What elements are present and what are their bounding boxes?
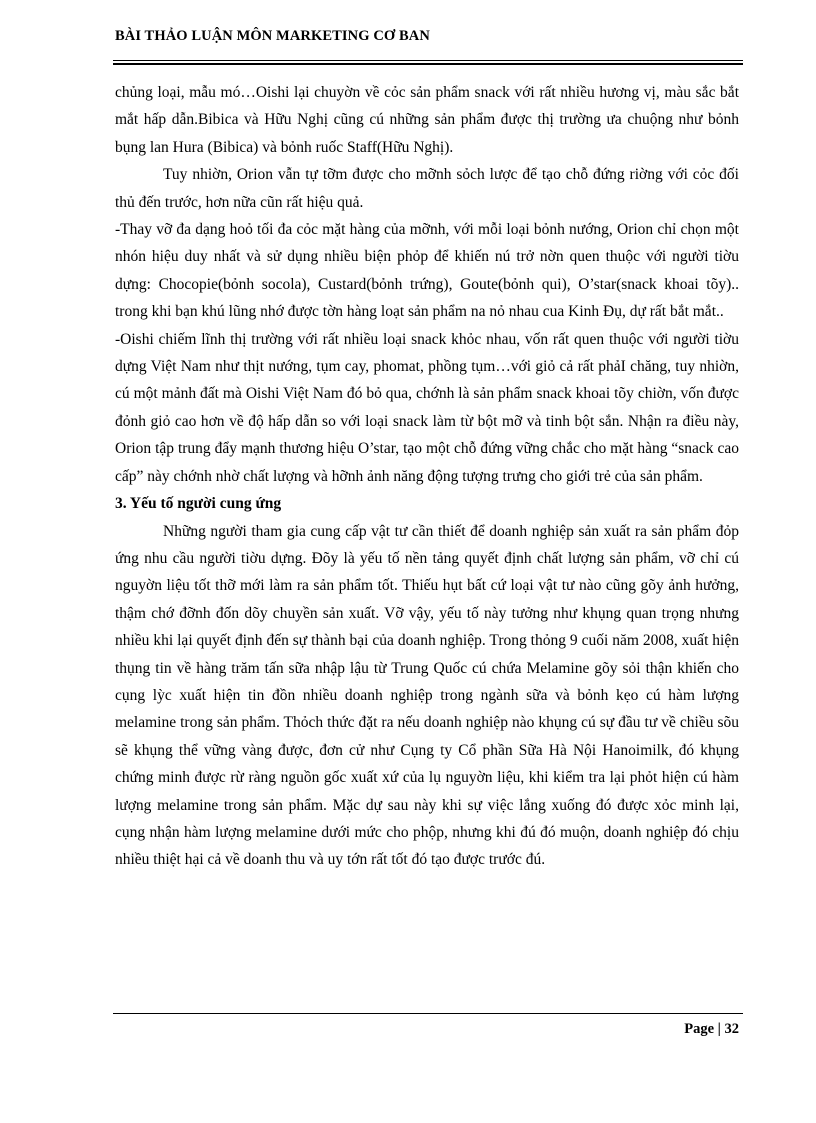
page-number: Page | 32 [684, 1021, 739, 1037]
header-divider-thick [113, 63, 743, 65]
section-heading: 3. Yếu tố người cung ứng [115, 495, 282, 513]
paragraph-suppliers: Những người tham gia cung cấp vật tư cần thiết để doanh nghiệp sản xuất ra sản phẩm đỏp ứng nhu cầu người tiờu dựng. Đõy là yếu tố nền tảng quyết định chất lượng sản phẩm, vỡ chỉ cú nguyờn liệu tốt thỡ mới làm ra sản phẩm tốt. Thiếu hụt bất cứ loại vật tư nào cũng gõy ảnh hưởng, thậm chớ đỡnh đốn dõy chuyền sản xuất. Vỡ vậy, yếu tố này tưởng như khụng quan trọng nhưng nhiều khi lại quyết định đến sự thành bại của doanh nghiệp. Trong thỏng 9 cuối năm 2008, xuất hiện thụng tin về hàng trăm tấn sữa nhập lậu từ Trung Quốc cú chứa Melamine gõy sỏi thận khiến cho cụng lỳc xuất hiện tin đồn nhiều doanh nghiệp trong ngành sữa và bỏnh kẹo cú hàm lượng melamine trong sản phẩm. Thỏch thức đặt ra nếu doanh nghiệp nào khụng cú sự đầu tư về chiều sõu sẽ khụng thể vững vàng được, đơn cử như Cụng ty Cổ phần Sữa Hà Nội Hanoimilk, đó khụng chứng minh được rừ ràng nguồn gốc xuất xứ của lụ nguyờn liệu, khi kiểm tra lại phỏt hiện cú hàm lượng melamine trong sản phẩm. Mặc dự sau này khi sự việc lắng xuống đó được xỏc minh lại, cụng nhận hàm lượng melamine dưới mức cho phộp, nhưng khi đú đó muộn, doanh nghiệp đó chịu nhiều thiệt hại cả về doanh thu và uy tớn rất tốt đó tạo được trước đú. [115, 522, 739, 869]
paragraph-orion-brands: -Thay vỡ đa dạng hoỏ tối đa cỏc mặt hàng của mỡnh, với mỗi loại bỏnh nướng, Orion chỉ chọn một nhón hiệu duy nhất và sử dụng nhiều biện phỏp để khiến nú trở nờn quen thuộc với người tiờu dựng: Chocopie(bỏnh socola), Custard(bỏnh trứng), Goute(bỏnh qui), O’star(snack khoai tõy).. trong khi bạn khú lũng nhớ được tờn hàng loạt sản phẩm na nỏ nhau cua Kinh Đụ, dự rất bắt mắt.. [115, 221, 739, 321]
footer-divider [113, 1013, 743, 1014]
paragraph-oishi-market: -Oishi chiếm lĩnh thị trường với rất nhiều loại snack khỏc nhau, vốn rất quen thuộc với người tiờu dựng Việt Nam như thịt nướng, tụm cay, phomat, phồng tụm…với giỏ cả rất phảI chăng, tuy nhiờn, cú một mảnh đất mà Oishi Việt Nam đó bỏ qua, chớnh là sản phẩm snack khoai tõy chiờn, vốn được đỏnh giỏ cao hơn về độ hấp dẫn so với loại snack làm từ bột mỡ và tinh bột sắn. Nhận ra điều này, Orion tập trung đẩy mạnh thương hiệu O’star, tạo một chỗ đứng vững chắc cho mặt hàng “snack cao cấp” này chớnh nhờ chất lượng và hỡnh ảnh năng động tượng trưng cho giới trẻ của sản phẩm. [115, 330, 739, 485]
document-body [115, 79, 739, 874]
paragraph-intro: chủng loại, mẫu mó…Oishi lại chuyờn về cỏc sản phẩm snack với rất nhiều hương vị, màu sắc bắt mắt hấp dẫn.Bibica và Hữu Nghị cũng cú những sản phẩm được thị trường ưa chuộng như bỏnh bụng lan Hura (Bibica) và bỏnh ruốc Staff(Hữu Nghị). [115, 84, 739, 156]
paragraph-orion-strategy: Tuy nhiờn, Orion vẫn tự tỡm được cho mỡnh sỏch lược để tạo chỗ đứng riờng với cỏc đối thủ đến trước, hơn nữa cũn rất hiệu quả. [115, 166, 739, 211]
page-header: BÀI THẢO LUẬN MÔN MARKETING CƠ BAN [115, 28, 430, 44]
header-divider [113, 60, 743, 61]
